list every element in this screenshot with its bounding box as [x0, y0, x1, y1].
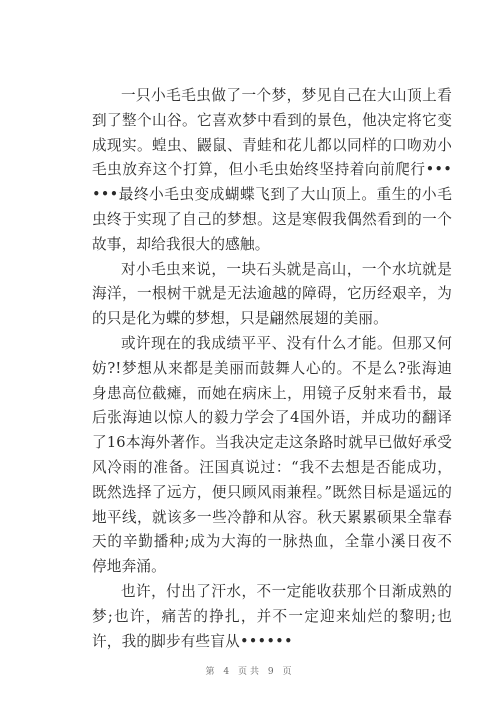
paragraph-obstacles: 对小毛虫来说，一块石头就是高山，一个水坑就是海洋，一根树干就是无法逾越的障碍，它历经艰辛，为的只是化为蝶的梦想，只是翩然展翅的美丽。 — [92, 260, 452, 328]
page-number-footer: 第 4 页共 9 页 — [205, 667, 295, 677]
paragraph-perseverance: 或许现在的我成绩平平、没有什么才能。但那又何妨?!梦想从来都是美丽而鼓舞人心的。不是么?张海迪身患高位截瘫，而她在病床上，用镜子反射来看书，最后张海迪以惊人的毅力学会了4国外语，并成功的翻译了16本海外著作。当我决定走这条路时就早已做好承受风冷雨的准备。汪国真说过：“我不去想是否能成功，既然选择了远方，便只顾风雨兼程。”既然目标是遥远的地平线，就该多一些冷静和从容。秋天累累硕果全靠春天的辛勤播种;成为大海的一脉热血，全靠小溪日夜不停地奔涌。 — [92, 334, 452, 576]
paragraph-caterpillar-dream: 一只小毛毛虫做了一个梦，梦见自己在大山顶上看到了整个山谷。它喜欢梦中看到的景色，他决定将它变成现实。蝗虫、鼹鼠、青蛙和花儿都以同样的口吻劝小毛虫放弃这个打算，但小毛虫始终坚持着向前爬行••••••最终小毛虫变成蝴蝶飞到了大山顶上。重生的小毛虫终于实现了自己的梦想。这是寒假我偶然看到的一个故事，却给我很大的感触。 — [92, 87, 452, 253]
document-body — [92, 84, 452, 654]
paragraph-maybe: 也许，付出了汗水，不一定能收获那个日渐成熟的梦;也许，痛苦的挣扎，并不一定迎来灿烂的黎明;也许，我的脚步有些盲从•••••• — [92, 582, 452, 650]
